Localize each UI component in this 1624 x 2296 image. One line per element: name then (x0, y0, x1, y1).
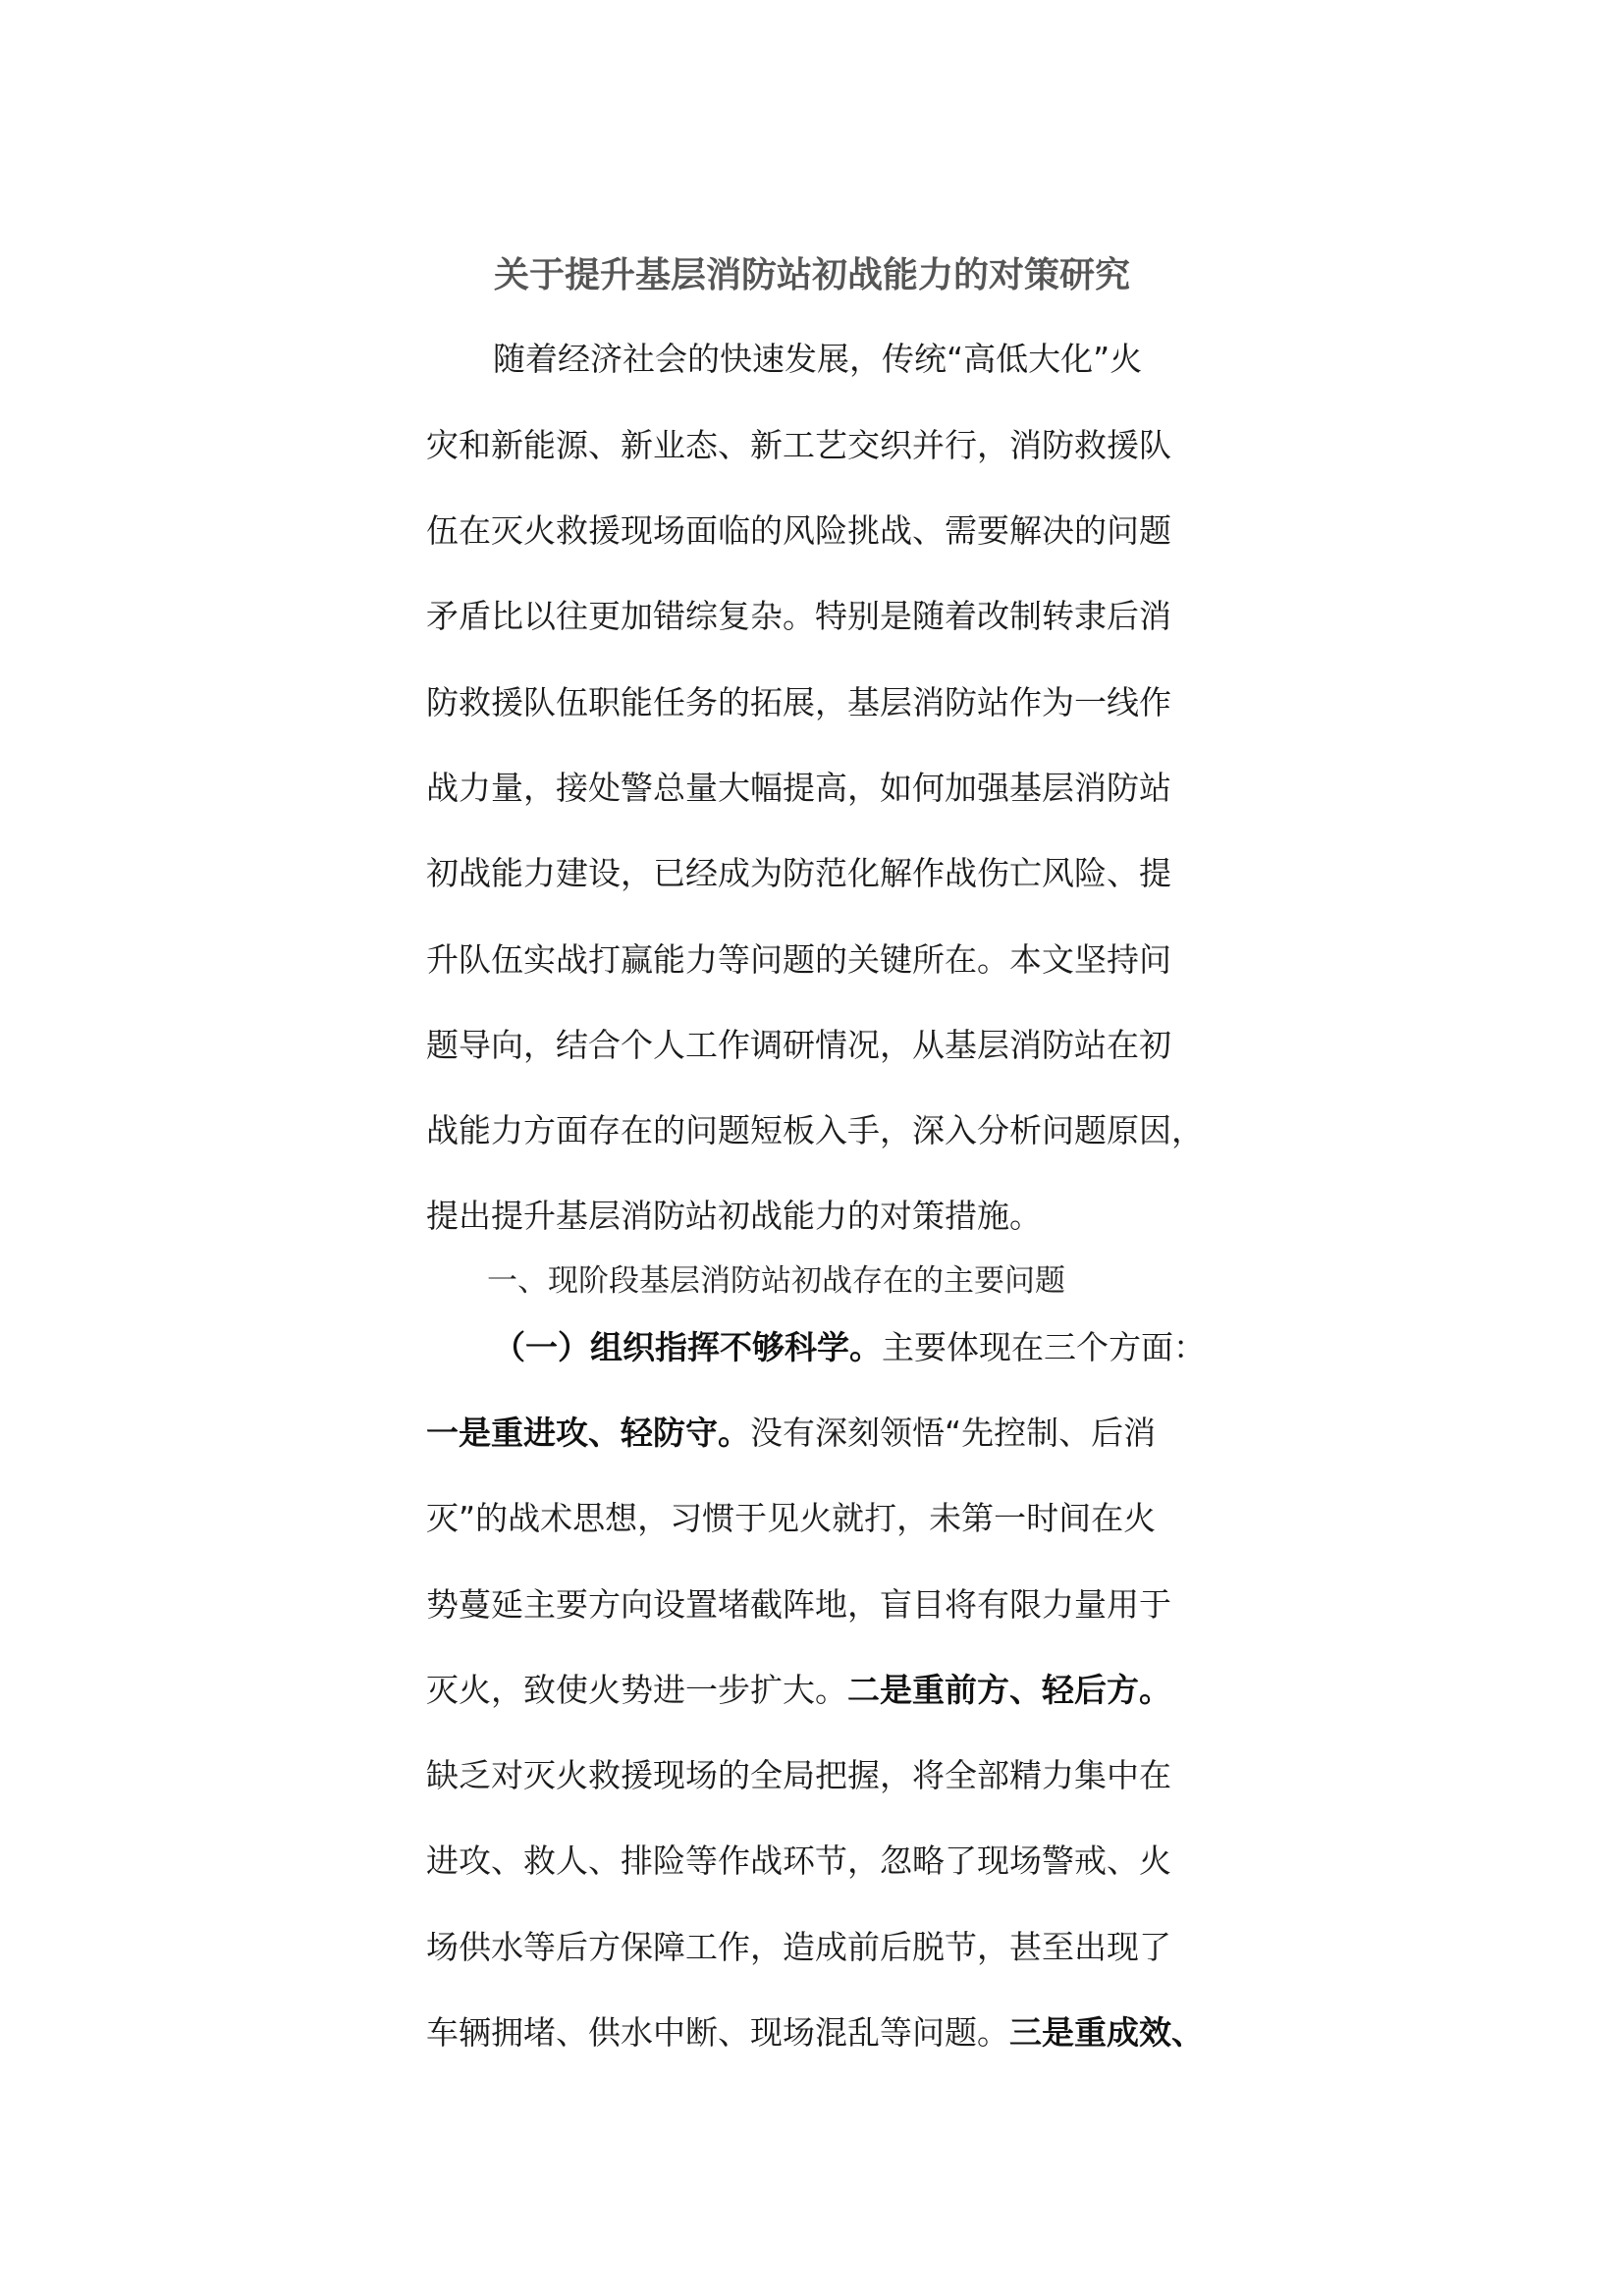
body-line: 进攻、救人、排险等作战环节，忽略了现场警戒、火 (426, 1842, 1171, 1880)
emphasis-text: 一是重进攻、轻防守。 (426, 1414, 750, 1452)
body-line: 随着经济社会的快速发展，传统“高低大化”火 (493, 340, 1143, 378)
subsection-line (493, 1328, 1206, 1367)
subsection-heading: （一）组织指挥不够科学。 (493, 1328, 882, 1366)
body-line: 战能力方面存在的问题短板入手，深入分析问题原因， (426, 1111, 1204, 1149)
body-line: 灭”的战术思想，习惯于见火就打，未第一时间在火 (426, 1499, 1157, 1537)
body-line: 提出提升基层消防站初战能力的对策措施。 (426, 1197, 1042, 1235)
body-line: 灾和新能源、新业态、新工艺交织并行，消防救援队 (426, 426, 1171, 464)
body-line (426, 1414, 1156, 1453)
emphasis-text: 二是重前方、轻后方。 (847, 1671, 1171, 1709)
body-line: 初战能力建设，已经成为防范化解作战伤亡风险、提 (426, 854, 1171, 892)
body-text: 主要体现在三个方面： (882, 1328, 1206, 1366)
body-line: 场供水等后方保障工作，造成前后脱节，甚至出现了 (426, 1928, 1171, 1966)
body-line: 伍在灭火救援现场面临的风险挑战、需要解决的问题 (426, 511, 1171, 550)
body-line: 题导向，结合个人工作调研情况，从基层消防站在初 (426, 1026, 1171, 1064)
body-line: 矛盾比以往更加错综复杂。特别是随着改制转隶后消 (426, 597, 1171, 635)
section-heading: 一、现阶段基层消防站初战存在的主要问题 (487, 1263, 1065, 1299)
body-text: 没有深刻领悟“先控制、后消 (750, 1414, 1157, 1452)
emphasis-text: 三是重成效、 (1009, 2013, 1204, 2052)
body-text: 车辆拥堵、供水中断、现场混乱等问题。 (426, 2013, 1009, 2052)
body-line: 势蔓延主要方向设置堵截阵地，盲目将有限力量用于 (426, 1585, 1171, 1624)
body-line (426, 2013, 1204, 2053)
body-line: 防救援队伍职能任务的拓展，基层消防站作为一线作 (426, 683, 1171, 721)
body-line: 升队伍实战打赢能力等问题的关键所在。本文坚持问 (426, 940, 1171, 979)
body-line: 缺乏对灭火救援现场的全局把握，将全部精力集中在 (426, 1756, 1171, 1794)
body-line: 战力量，接处警总量大幅提高，如何加强基层消防站 (426, 769, 1171, 807)
body-line (426, 1671, 1171, 1710)
body-text: 灭火，致使火势进一步扩大。 (426, 1671, 847, 1709)
document-title: 关于提升基层消防站初战能力的对策研究 (493, 255, 1130, 295)
